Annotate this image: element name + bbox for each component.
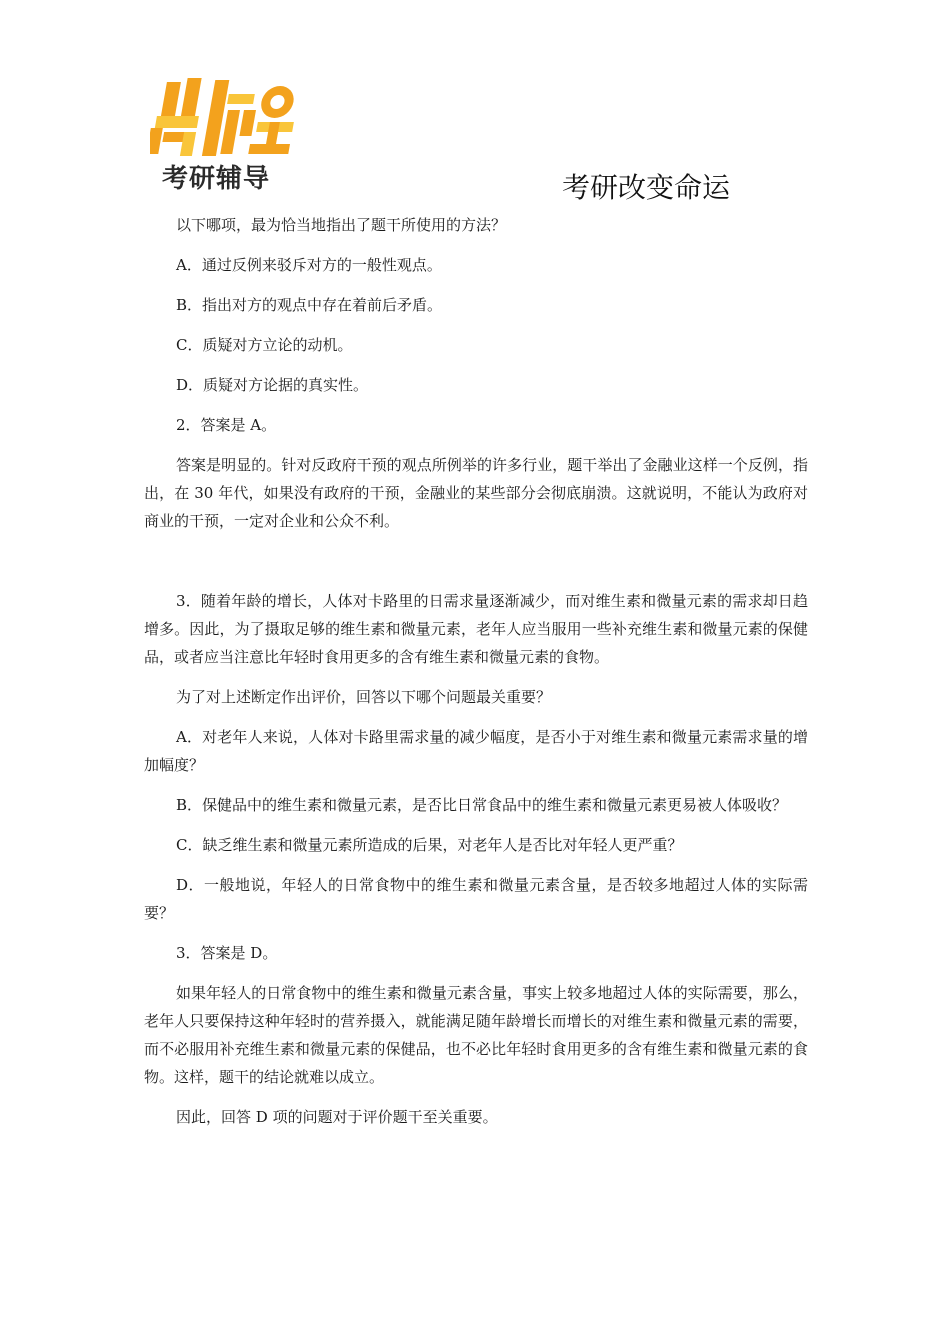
q3-explanation: 如果年轻人的日常食物中的维生素和微量元素含量，事实上较多地超过人体的实际需要，那么，老年人只要保持这种年轻时的营养摄入，就能满足随年龄增长而增长的对维生素和微量元素的需要，而不必服用补充维生素和微量元素的保健品，也不必比年轻时食用更多的含有维生素和微量元素的食物。这样，题干的结论就难以成立。: [144, 984, 808, 1086]
q3-stem: 3．随着年龄的增长，人体对卡路里的日需求量逐渐减少，而对维生素和微量元素的需求却日趋增多。因此，为了摄取足够的维生素和微量元素，老年人应当服用一些补充维生素和微量元素的保健品，或者应当注意比年轻时食用更多的含有维生素和微量元素的食物。: [144, 592, 808, 666]
page-slogan: 考研改变命运: [562, 171, 731, 204]
q3-option-c: C．缺乏维生素和微量元素所造成的后果，对老年人是否比对年轻人更严重？: [176, 836, 683, 854]
section-gap: [144, 547, 808, 587]
q1-answer: 2．答案是 A。: [176, 416, 277, 434]
q3-answer: 3．答案是 D。: [176, 944, 278, 962]
document-body: [144, 211, 808, 1143]
q1-option-d: D．质疑对方论据的真实性。: [176, 376, 369, 394]
kaicheng-logo-mark: [150, 76, 310, 158]
q3-question: 为了对上述断定作出评价，回答以下哪个问题最关重要？: [176, 688, 552, 706]
q1-option-a: A．通过反例来驳斥对方的一般性观点。: [176, 256, 442, 274]
brand-logo: [150, 76, 310, 196]
q1-explanation: 答案是明显的。针对反政府干预的观点所例举的许多行业，题干举出了金融业这样一个反例，指出，在 30 年代，如果没有政府的干预，金融业的某些部分会彻底崩溃。这就说明，不能认为政府对商业的干预，一定对企业和公众不利。: [144, 456, 808, 530]
q3-option-a: A．对老年人来说，人体对卡路里需求量的减少幅度，是否小于对维生素和微量元素需求量的增加幅度？: [144, 728, 808, 774]
q3-option-d: D．一般地说，年轻人的日常食物中的维生素和微量元素含量，是否较多地超过人体的实际需要？: [144, 876, 808, 922]
logo-subtitle: 考研辅导: [162, 164, 271, 194]
q1-question: 以下哪项，最为恰当地指出了题干所使用的方法？: [176, 216, 507, 234]
q1-option-c: C．质疑对方立论的动机。: [176, 336, 353, 354]
q1-option-b: B．指出对方的观点中存在着前后矛盾。: [176, 296, 443, 314]
q3-conclusion: 因此，回答 D 项的问题对于评价题干至关重要。: [176, 1108, 498, 1126]
q3-option-b: B．保健品中的维生素和微量元素，是否比日常食品中的维生素和微量元素更易被人体吸收？: [176, 796, 788, 814]
